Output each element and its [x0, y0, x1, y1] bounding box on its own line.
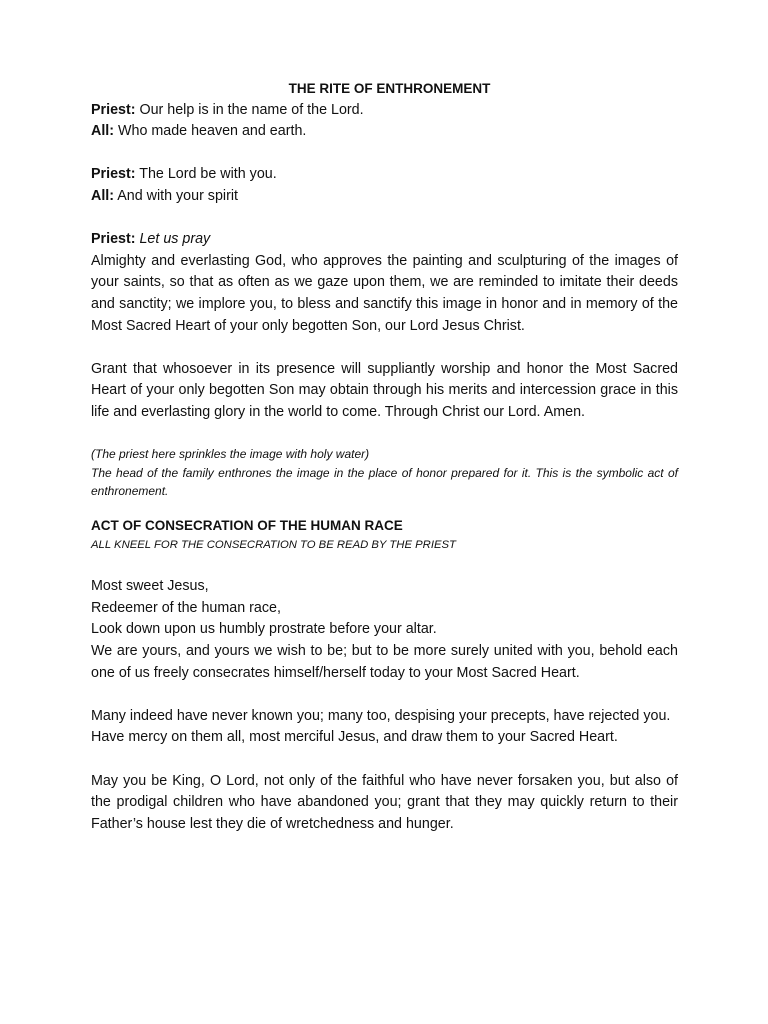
versicle-text: Let us pray — [135, 231, 211, 248]
consecration-paragraph-3: Have mercy on them all, most merciful Jesus, and draw them to your Sacred Heart. — [91, 729, 618, 746]
spacer — [91, 749, 678, 771]
prayer-paragraph-1: Almighty and everlasting God, who approves the painting and sculpturing of the images of your saints, so that as often as we gaze upon them, we are reminded to imitate their deeds and sanctity; we implore you, to bless and sanctify this image in honor and in memory of the Most Sacred Heart of your only begotten Son, our Lord Jesus Christ. — [91, 252, 678, 334]
versicle-1 — [91, 100, 678, 122]
spacer — [91, 554, 678, 576]
spacer — [91, 337, 678, 359]
spacer — [91, 684, 678, 706]
response-1 — [91, 121, 678, 143]
rubric-sprinkle: (The priest here sprinkles the image with holy water) — [91, 447, 370, 462]
consecration-paragraph-1: We are yours, and yours we wish to be; but to be more surely united with you, behold each one of us freely consecrates himself/herself today to your Most Sacred Heart. — [91, 642, 678, 681]
speaker-label: Priest: — [91, 231, 136, 248]
consecration-line-3: Look down upon us humbly prostrate before your altar. — [91, 621, 437, 638]
consecration-line-1: Most sweet Jesus, — [91, 578, 209, 595]
consecration-heading: ACT OF CONSECRATION OF THE HUMAN RACE — [91, 517, 403, 533]
spacer — [91, 501, 678, 515]
speaker-label: Priest: — [91, 166, 136, 183]
response-text: And with your spirit — [114, 187, 238, 204]
speaker-label: Priest: — [91, 101, 136, 118]
document-page — [91, 78, 678, 835]
consecration-line-2: Redeemer of the human race, — [91, 599, 281, 616]
prayer-paragraph-2: Grant that whosoever in its presence will suppliantly worship and honor the Most Sacred Heart of your only begotten Son may obtain through his merits and intercession grace in this life and everlasting glory in the world to come. Through Christ our Lord. Amen. — [91, 360, 678, 420]
versicle-2 — [91, 164, 678, 186]
response-2 — [91, 186, 678, 208]
response-text: Who made heaven and earth. — [114, 123, 307, 140]
spacer — [91, 208, 678, 230]
consecration-subheading: ALL KNEEL FOR THE CONSECRATION TO BE READ BY THE PRIEST — [91, 539, 456, 552]
consecration-paragraph-2: Many indeed have never known you; many too, despising your precepts, have rejected you. — [91, 707, 671, 724]
versicle-text: The Lord be with you. — [135, 166, 277, 183]
speaker-label: All: — [91, 123, 115, 140]
consecration-paragraph-4: May you be King, O Lord, not only of the faithful who have never forsaken you, but also of the prodigal children who have abandoned you; grant that they may quickly return to their Father’s house lest they die of wretchedness and hunger. — [91, 772, 678, 832]
spacer — [91, 143, 678, 165]
versicle-3 — [91, 229, 678, 251]
versicle-text: Our help is in the name of the Lord. — [135, 101, 364, 118]
spacer — [91, 424, 678, 446]
rubric-enthronement: The head of the family enthrones the image in the place of honor prepared for it. This is the symbolic act of enthronement. — [91, 465, 678, 499]
speaker-label: All: — [91, 187, 115, 204]
document-title: THE RITE OF ENTHRONEMENT — [288, 81, 491, 96]
